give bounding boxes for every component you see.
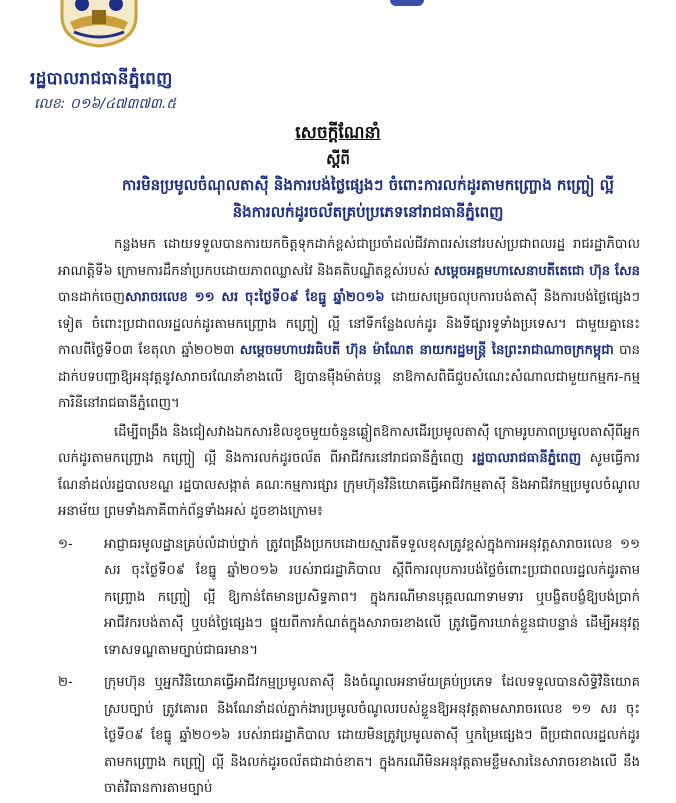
subject-line-1: ការមិនប្រមូលចំណុលតាស៊ី និងការបង់ថ្លៃផ្សេងៗ ចំពោះការលក់ដូរតាមកញ្ច្រោង កញ្ច្រៀ ល្អី [122,176,614,194]
list-item-text: អាជ្ញាធរមូលដ្ឋានគ្រប់លំដាប់ថ្នាក់ ត្រូវពង្រឹងប្រកបដោយស្មារតីទទួលខុសត្រូវខ្ពស់ក្នុងការអនុវត្តសារាចរលេខ ១១ សរ ចុះថ្ងៃទី០៩ ខែធ្នូ ឆ្នាំ២០១៦ របស់រាជរដ្ឋាភិបាល ស្តីពីការលុបការបង់ថ្លៃចំពោះប្រជាពលរដ្ឋលក់ដូរតាមកញ្ច្រោង កញ្ច្រៀ ល្អី ឱ្យកាន់តែមានប្រសិទ្ធភាព។ ក្នុងករណីមានបុគ្គលណាទាមទារ ឬបង្ខិតបង្ខំឱ្យបង់ប្រាក់អាជីវករបង់តាស៊ី ឬបង់ថ្លៃផ្សេងៗ ផ្ទុយពីការកំណត់ក្នុងសារាចរខាងលើ ត្រូវធ្វើការឃាត់ខ្លួនជាបន្ទាន់ ដើម្បីអនុវត្តទោសទណ្ឌតាមច្បាប់ជាធរមាន។ [104,536,640,658]
subject-title [90,172,646,226]
p1-text-c: បានដាក់ចេញ [58,290,125,305]
p2-text-c: សូមធ្វើការណែនាំដល់រដ្ឋបាលខណ្ឌ រដ្ឋបាលសង្កាត់ គណៈកម្មការផ្សារ ក្រុមហ៊ុនវិនិយោគធ្វើអាជីវកម្មតាស៊ី និងអាជីវកម្មប្រមូលចំណូលអនាម័យ ព្រមទាំងភាគីពាក់ព័ន្ធទាំងអស់ ដូចខាងក្រោម៖ [58,451,640,519]
paragraph-1 [58,232,640,418]
p2-text-a: ដើម្បីពង្រឹង និងជៀសវាងឯកសារខិលខូចមួយចំនួនឆ្លៀតឱកាសដើរប្រមូលតាស៊ី ក្រោមរូបភាពប្រមូលតាស៊ីពីអ្នកលក់ដូរតាមកញ្ច្រោង កញ្ច្រៀ ល្អី និងការលក់ដូរចល័ត ពីអាជីវករនៅរាជធានីភ្នំពេញ [58,424,640,466]
document-body [58,232,640,803]
document-type-title: សេចក្តីណែនាំ [295,123,381,143]
issuing-authority: រដ្ឋបាលរាជធានីភ្នំពេញ [30,69,173,89]
list-item-number: ២- [58,675,73,690]
p1-text-a: កន្លងមក ដោយទទួលបានការយកចិត្តទុកដាក់ខ្ពស់ជាប្រចាំដល់ជីវភាពរស់នៅរបស់ប្រជាពលរដ្ឋ រាជរដ្ឋាភិបាល អាណត្តិទី៦ ក្រោមការដឹកនាំប្រកបដោយភាពឈ្លាសវៃ និងគតិបណ្ឌិតខ្ពស់របស់ [58,237,640,279]
list-item [18,670,640,803]
p1-text-e: ដោយសម្រេចលុបការបង់តាស៊ី និងការបង់ថ្លៃផ្សេងៗទៀត ចំពោះប្រជាពលរដ្ឋលក់ដូរតាមកញ្ច្រោង កញ្ច្រៀ ល្អី នៅទីកន្លែងលក់ដូរ និងទីផ្សារទូទាំងប្រទេស។ ជាមួយគ្នានេះ កាលពីថ្ងៃទី០៣ ខែតុលា ឆ្នាំ២០២៣ [58,290,640,358]
subject-line-2: និងការលក់ដូរចល័តគ្រប់ប្រភេទនៅរាជធានីភ្នំពេញ [232,203,504,221]
p1-highlight-hun-sen: សម្ដេចអគ្គមហាសេនាបតីតេជោ ហ៊ុន សែន [433,263,640,279]
subject-label: ស្តីពី [326,150,350,168]
p1-highlight-circular: សារាចរលេខ ១១ សរ ចុះថ្ងៃទី០៩ ខែធ្នូ ឆ្នាំ២០១៦ [124,290,385,305]
p2-highlight-authority: រដ្ឋបាលរាជធានីភ្នំពេញ [472,451,582,466]
list-item-number: ១- [58,536,73,552]
instruction-list [18,532,640,803]
list-item [18,532,640,665]
paragraph-2 [58,420,640,526]
p1-highlight-hun-manet: សម្តេចមហាបវរធិបតី ហ៊ុន ម៉ាណែត នាយករដ្ឋមន្ត្រី នៃព្រះរាជាណាចក្រកម្ពុជា [239,343,614,358]
phnom-penh-seal-icon [58,0,140,48]
list-item-text: ក្រុមហ៊ុន ឬអ្នកវិនិយោគធ្វើអាជីវកម្មប្រមូលតាស៊ី និងចំណូលអនាម័យគ្រប់ប្រភេទ ដែលទទួលបានសិទ្ធិវិនិយោគស្របច្បាប់ ត្រូវគោរព និងណែនាំដល់ភ្នាក់ងារប្រមូលចំណូលរបស់ខ្លួនឱ្យអនុវត្តតាមសារាចរលេខ ១១ សរ ចុះថ្ងៃទី០៩ ខែធ្នូ ឆ្នាំ២០១៦ របស់រាជរដ្ឋាភិបាល ដោយមិនត្រូវប្រមូលតាស៊ី ឬកម្រៃផ្សេងៗ ពីប្រជាពលរដ្ឋលក់ដូរតាមកញ្ច្រោង កញ្ច្រៀ ល្អី និងលក់ដូរចល័តជាដាច់ខាត។ ក្នុងករណីមិនអនុវត្តតាមខ្លឹមសារនៃសារាចរខាងលើ នឹងចាត់វិធានការតាមច្បាប់ [104,675,640,796]
document-number: លេខ: ០១៦/៤៧៣៧៣.៥ [34,96,177,112]
top-edge-mark [390,0,424,6]
p1-text-g: បានដាក់បទបញ្ជាឱ្យអនុវត្តនូវសារាចរណែនាំខាងលើ ឱ្យបានម៉ឺងម៉ាត់បន្ត នាឱកាសពិធីជួបសំណេះសំណាលជាមួយកម្មករ-កម្មការិនីនៅរាជធានីភ្នំពេញ។ [58,343,641,411]
